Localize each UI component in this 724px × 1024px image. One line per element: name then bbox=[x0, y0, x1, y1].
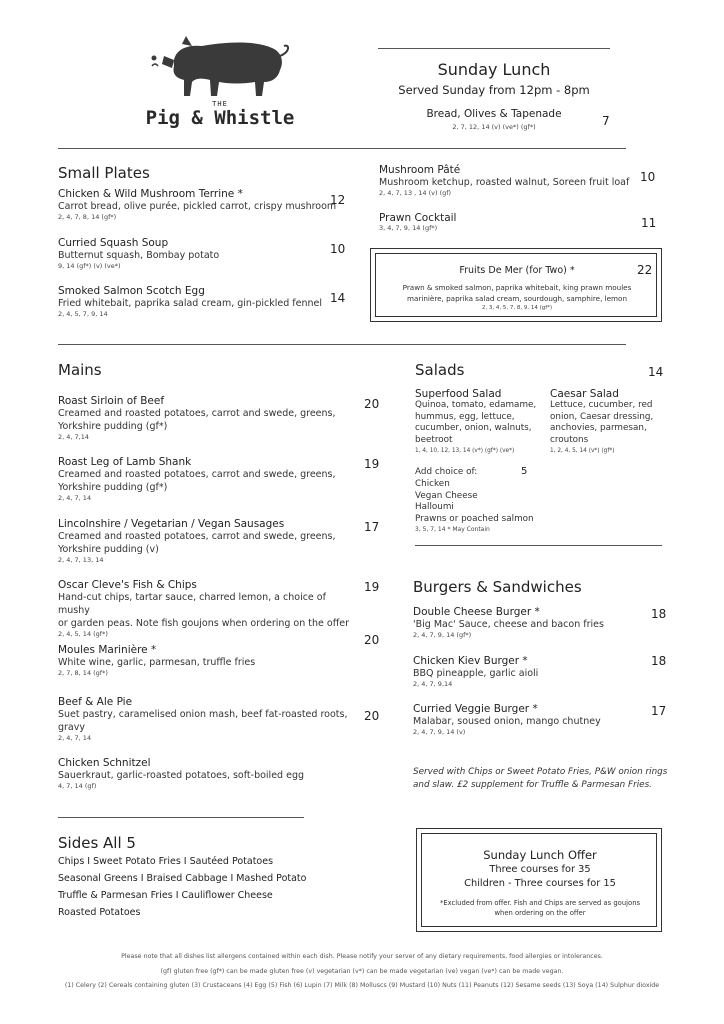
dish-price: 12 bbox=[330, 193, 346, 207]
dish-desc: Butternut squash, Bombay potato bbox=[58, 250, 220, 261]
offer-note-line: *Excluded from offer. Fish and Chips are served as goujons bbox=[439, 899, 641, 907]
add-option: Vegan Cheese bbox=[415, 490, 478, 501]
dish-price: 17 bbox=[651, 704, 667, 718]
dish-desc: Yorkshire pudding (gf*) bbox=[58, 482, 168, 493]
main-item bbox=[58, 395, 358, 441]
dish-allergens: 2, 7, 8, 14 (gf*) bbox=[58, 669, 108, 677]
dish-allergens: 2, 4, 7, 13, 14 bbox=[58, 556, 104, 564]
salad-allergens: 1, 4, 10, 12, 13, 14 (v*) (gf*) (ve*) bbox=[415, 448, 515, 454]
offer-box bbox=[416, 828, 662, 932]
dish-name: Prawn Cocktail bbox=[379, 212, 457, 224]
dish-name: Curried Veggie Burger * bbox=[413, 703, 538, 715]
fruits-allergens: 2, 3, 4, 5, 7, 8, 9, 14 (gf*) bbox=[481, 305, 553, 311]
dish-name: Chicken Kiev Burger * bbox=[413, 655, 528, 667]
fruits-price: 22 bbox=[637, 263, 653, 277]
dish-desc: Sauerkraut, garlic-roasted potatoes, soft-boiled egg bbox=[58, 770, 304, 781]
main-item bbox=[58, 696, 358, 742]
salads-title: Salads bbox=[415, 361, 465, 379]
burger-item bbox=[413, 655, 633, 688]
small-plates-title: Small Plates bbox=[58, 164, 150, 182]
fruits-desc-line: Prawn & smoked salmon, paprika whitebait, king prawn moules bbox=[402, 283, 632, 292]
dish-allergens: 9, 14 (gf*) (v) (ve*) bbox=[58, 262, 121, 270]
footer-line: (gf) gluten free (gf*) can be made gluten free (v) vegetarian (v*) can be made vegetarian (ve) vegan (ve*) can be made vegan. bbox=[160, 967, 564, 975]
dish-name: Roast Leg of Lamb Shank bbox=[58, 456, 192, 468]
dish-price: 10 bbox=[640, 170, 656, 184]
dish-price: 10 bbox=[330, 242, 346, 256]
starter-name: Bread, Olives & Tapenade bbox=[426, 108, 562, 120]
burgers-note-line: Served with Chips or Sweet Potato Fries, P&W onion rings bbox=[413, 767, 668, 777]
dish-name: Moules Marinière * bbox=[58, 644, 157, 656]
dish-desc: Hand-cut chips, tartar sauce, charred lemon, a choice of mushy bbox=[58, 592, 326, 616]
divider-4 bbox=[58, 817, 304, 818]
dish-name: Chicken & Wild Mushroom Terrine * bbox=[58, 188, 243, 200]
page-subtitle: Served Sunday from 12pm - 8pm bbox=[398, 83, 590, 97]
offer-line: Three courses for 35 bbox=[489, 864, 591, 875]
dish-desc: Mushroom ketchup, roasted walnut, Soreen fruit loaf bbox=[379, 177, 630, 188]
starter-price: 7 bbox=[602, 114, 610, 128]
offer-note bbox=[417, 899, 663, 918]
sides-line: Chips I Sweet Potato Fries I Sautéed Potatoes bbox=[58, 856, 274, 867]
sides-list bbox=[58, 853, 358, 921]
offer-note-line: when ordering on the offer bbox=[494, 908, 586, 917]
sides-line: Truffle & Parmesan Fries I Cauliflower Cheese bbox=[58, 890, 273, 901]
dish-name: Mushroom Pâté bbox=[379, 164, 461, 176]
burgers-note bbox=[413, 766, 683, 791]
salad-desc-line: onion, Caesar dressing, bbox=[550, 411, 654, 422]
dish-name: Roast Sirloin of Beef bbox=[58, 395, 165, 407]
salad-desc-line: hummus, egg, lettuce, bbox=[415, 411, 515, 422]
dish-allergens: 3, 4, 7, 9, 14 (gf*) bbox=[379, 224, 438, 232]
add-allergens: 3, 5, 7, 14 * May Contain bbox=[415, 525, 490, 533]
salad-desc-line: Quinoa, tomato, edamame, bbox=[415, 400, 537, 410]
small-plate-item bbox=[58, 188, 348, 221]
dish-name: Curried Squash Soup bbox=[58, 237, 169, 249]
dish-desc: White wine, garlic, parmesan, truffle fries bbox=[58, 657, 256, 668]
dish-price: 17 bbox=[364, 520, 380, 534]
dish-name: Chicken Schnitzel bbox=[58, 757, 151, 769]
dish-desc: BBQ pineapple, garlic aioli bbox=[413, 668, 539, 679]
dish-desc: Creamed and roasted potatoes, carrot and swede, greens, bbox=[58, 469, 336, 480]
dish-desc: Carrot bread, olive purée, pickled carrot, crispy mushroom bbox=[58, 201, 337, 212]
dish-price: 20 bbox=[364, 397, 380, 411]
sides-title: Sides All 5 bbox=[58, 834, 136, 852]
small-plate-item bbox=[379, 212, 639, 232]
dish-price: 19 bbox=[364, 580, 380, 594]
salad-desc-line: cucumber, onion, walnuts, bbox=[415, 423, 532, 433]
dish-desc: gravy bbox=[58, 722, 86, 733]
dish-allergens: 2, 4, 5, 14 (gf*) bbox=[58, 630, 108, 638]
add-price: 5 bbox=[521, 466, 528, 477]
pig-icon bbox=[144, 34, 294, 106]
burger-item bbox=[413, 703, 633, 736]
dish-price: 18 bbox=[651, 607, 667, 621]
superfood-salad bbox=[415, 388, 545, 454]
logo bbox=[130, 34, 310, 132]
mains-title: Mains bbox=[58, 361, 102, 379]
offer-line: Children - Three courses for 15 bbox=[464, 878, 616, 889]
page-title: Sunday Lunch bbox=[437, 60, 551, 79]
dish-allergens: 4, 7, 14 (gf) bbox=[58, 782, 97, 790]
footer-line: Please note that all dishes list allergens contained within each dish. Please notify your server of any dietary requirements, food allergies or intolerances. bbox=[121, 953, 603, 960]
dish-price: 11 bbox=[641, 216, 657, 230]
salad-name: Superfood Salad bbox=[415, 388, 502, 400]
caesar-salad bbox=[550, 388, 670, 454]
main-item bbox=[58, 757, 358, 790]
dish-allergens: 2, 4, 7, 14 bbox=[58, 494, 92, 502]
burgers-title: Burgers & Sandwiches bbox=[413, 578, 582, 596]
dish-name: Double Cheese Burger * bbox=[413, 606, 540, 618]
dish-name: Lincolnshire / Vegetarian / Vegan Sausages bbox=[58, 518, 285, 530]
dish-name: Smoked Salmon Scotch Egg bbox=[58, 285, 205, 297]
dish-desc: Yorkshire pudding (gf*) bbox=[58, 421, 168, 432]
header-rule bbox=[378, 48, 610, 49]
fruits-desc-line: marinière, paprika salad cream, sourdough, samphire, lemon bbox=[406, 294, 628, 303]
dish-allergens: 2, 4, 7,14 bbox=[58, 433, 90, 441]
dish-price: 20 bbox=[364, 633, 380, 647]
add-option: Chicken bbox=[415, 478, 450, 489]
dish-allergens: 2, 4, 7, 9, 14 (gf*) bbox=[413, 631, 472, 639]
dish-allergens: 2, 4, 7, 9,14 bbox=[413, 680, 453, 688]
footer bbox=[0, 950, 724, 994]
fruits-name: Fruits De Mer (for Two) * bbox=[459, 265, 575, 276]
dish-name: Beef & Ale Pie bbox=[58, 696, 133, 708]
salad-desc-line: anchovies, parmesan, bbox=[550, 423, 647, 433]
salad-allergens: 1, 2, 4, 5, 14 (v*) (gf*) bbox=[550, 448, 615, 454]
sides-line: Roasted Potatoes bbox=[58, 907, 141, 918]
dish-allergens: 2, 4, 5, 7, 9, 14 bbox=[58, 310, 108, 318]
burgers-note-line: and slaw. £2 supplement for Truffle & Parmesan Fries. bbox=[413, 779, 652, 790]
small-plate-item bbox=[58, 285, 348, 318]
dish-allergens: 2, 4, 7, 14 bbox=[58, 734, 92, 742]
offer-title: Sunday Lunch Offer bbox=[483, 848, 597, 862]
dish-desc: Malabar, soused onion, mango chutney bbox=[413, 716, 601, 727]
add-label: Add choice of: bbox=[415, 467, 478, 477]
small-plate-item bbox=[379, 164, 639, 197]
dish-desc: 'Big Mac' Sauce, cheese and bacon fries bbox=[413, 619, 604, 630]
dish-desc: or garden peas. Note fish goujons when ordering on the offer bbox=[58, 618, 350, 629]
main-item bbox=[58, 579, 358, 638]
dish-price: 20 bbox=[364, 709, 380, 723]
dish-name: Oscar Cleve's Fish & Chips bbox=[58, 579, 197, 591]
dish-allergens: 2, 4, 7, 8, 14 (gf*) bbox=[58, 213, 117, 221]
dish-desc: Fried whitebait, paprika salad cream, gin-pickled fennel bbox=[58, 298, 322, 309]
dish-price: 18 bbox=[651, 654, 667, 668]
main-item bbox=[58, 456, 358, 502]
divider-1 bbox=[58, 148, 626, 149]
salad-desc-line: beetroot bbox=[415, 434, 453, 445]
salad-name: Caesar Salad bbox=[550, 388, 619, 400]
dish-desc: Yorkshire pudding (v) bbox=[58, 544, 159, 555]
burger-item bbox=[413, 606, 633, 639]
dish-desc: Creamed and roasted potatoes, carrot and swede, greens, bbox=[58, 408, 336, 419]
dish-allergens: 2, 4, 7, 9, 14 (v) bbox=[413, 728, 466, 736]
sides-line: Seasonal Greens I Braised Cabbage I Mashed Potato bbox=[58, 873, 307, 884]
salads-price: 14 bbox=[648, 365, 664, 379]
salad-desc-line: croutons bbox=[550, 434, 589, 445]
divider-2 bbox=[58, 344, 626, 345]
salad-desc-line: Lettuce, cucumber, red bbox=[550, 400, 653, 410]
main-item bbox=[58, 644, 358, 677]
dish-price: 19 bbox=[364, 457, 380, 471]
divider-3 bbox=[415, 545, 662, 546]
small-plate-item bbox=[58, 237, 348, 270]
dish-desc: Creamed and roasted potatoes, carrot and swede, greens, bbox=[58, 531, 336, 542]
fruits-box bbox=[370, 248, 662, 322]
add-option: Prawns or poached salmon bbox=[415, 514, 534, 525]
dish-desc: Suet pastry, caramelised onion mash, beef fat-roasted roots, bbox=[58, 709, 348, 720]
starter-allergens: 2, 7, 12, 14 (v) (ve*) (gf*) bbox=[452, 123, 536, 131]
dish-allergens: 2, 4, 7, 13 , 14 (v) (gf) bbox=[379, 189, 452, 197]
add-option: Halloumi bbox=[415, 502, 454, 513]
salad-add-ons bbox=[415, 467, 565, 533]
footer-line: (1) Celery (2) Cereals containing gluten (3) Crustaceans (4) Egg (5) Fish (6) Lupin (7) Milk (8) Molluscs (9) Mustard (10) Nuts (11) Peanuts (12) Sesame seeds (13) Soya (14) Sulphur dioxide bbox=[64, 982, 660, 989]
brand-the: THE bbox=[212, 100, 228, 108]
dish-price: 14 bbox=[330, 291, 346, 305]
fruits-desc bbox=[371, 282, 663, 304]
main-item bbox=[58, 518, 358, 564]
brand-name: Pig & Whistle bbox=[145, 107, 295, 129]
